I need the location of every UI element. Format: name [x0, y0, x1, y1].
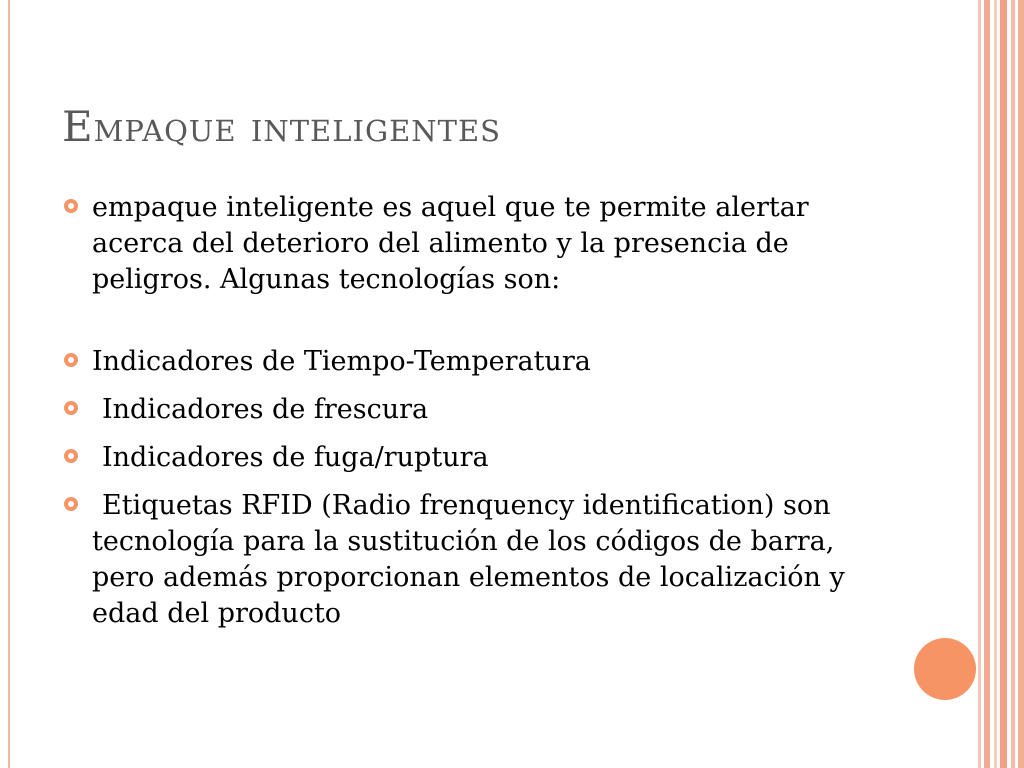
stripe	[978, 0, 981, 768]
bullet-text: Indicadores de fuga/ruptura	[102, 442, 489, 473]
left-frame-line	[8, 0, 10, 768]
list-item	[64, 488, 904, 632]
bullet-text: empaque inteligente es aquel que te permite alertar acerca del deterioro del alimento y la presencia de peligros. Algunas tecnologías son:	[92, 192, 809, 295]
bullet-icon	[64, 353, 78, 367]
stripe	[984, 0, 990, 768]
bullet-text: Indicadores de Tiempo-Temperatura	[92, 346, 591, 377]
bullet-icon	[64, 199, 78, 213]
bullet-text: Indicadores de frescura	[102, 394, 429, 425]
stripe	[1000, 0, 1007, 768]
decorative-circle	[914, 638, 976, 700]
slide-title: Empaque inteligentes	[62, 102, 502, 151]
bullet-icon	[64, 449, 78, 463]
decorative-stripes	[978, 0, 1024, 768]
list-item	[64, 392, 904, 428]
bullet-icon	[64, 401, 78, 415]
bullet-text: Etiquetas RFID (Radio frenquency identification) son tecnología para la sustitución de los códigos de barra, pero además proporcionan elementos de localización y edad del producto	[92, 490, 845, 629]
stripe	[994, 0, 997, 768]
list-item	[64, 344, 904, 380]
stripe	[1011, 0, 1015, 768]
bullet-list	[64, 190, 904, 644]
stripe	[1018, 0, 1024, 768]
list-item	[64, 440, 904, 476]
bullet-icon	[64, 497, 78, 511]
list-item	[64, 190, 904, 298]
